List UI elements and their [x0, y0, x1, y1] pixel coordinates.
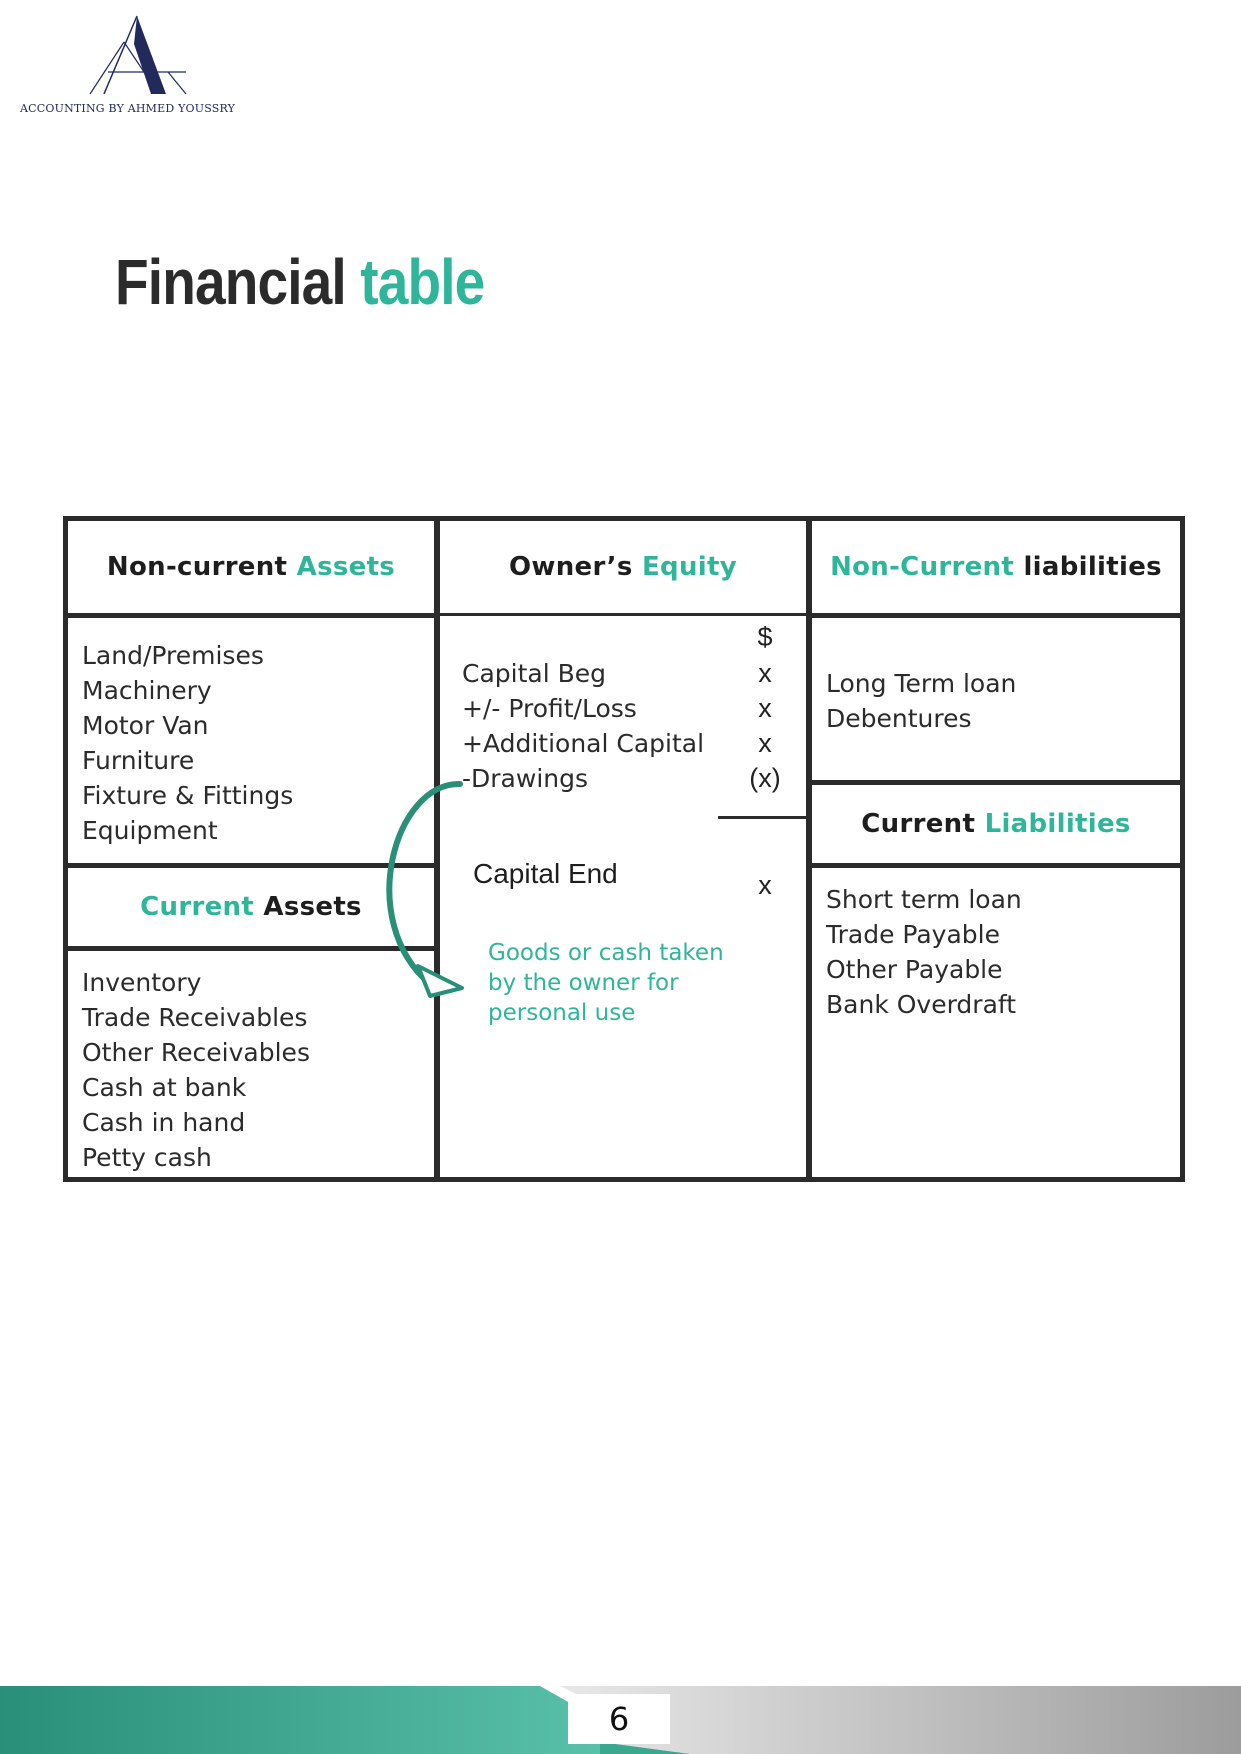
- list-item: Short term loan: [826, 885, 1022, 914]
- equity-label-drawings: -Drawings: [462, 764, 589, 793]
- list-item: Other Payable: [826, 955, 1003, 984]
- currency-symbol: $: [757, 622, 773, 652]
- drawings-note: Goods or cash taken by the owner for personal use: [488, 940, 724, 1026]
- header-text-teal: Non-Current: [830, 552, 1015, 582]
- list-item: Cash at bank: [82, 1073, 247, 1102]
- capital-end-label: Capital End: [473, 858, 618, 889]
- list-item: Petty cash: [82, 1143, 212, 1172]
- curved-arrow-icon: [370, 770, 470, 1010]
- non-current-assets-list: [82, 638, 293, 848]
- brand-logo: [20, 14, 250, 124]
- equity-label-profit-loss: +/- Profit/Loss: [462, 694, 637, 723]
- capital-end-value: x: [758, 870, 772, 900]
- current-liabilities-list: [826, 882, 1022, 1022]
- logo-text: ACCOUNTING BY AHMED YOUSSRY: [20, 102, 236, 115]
- current-assets-list: [82, 965, 310, 1175]
- title-part-teal: table: [360, 246, 485, 318]
- list-item: Bank Overdraft: [826, 990, 1017, 1019]
- list-item: Other Receivables: [82, 1038, 310, 1067]
- page-title: [115, 245, 484, 319]
- equity-value-drawings: (x): [749, 763, 781, 793]
- list-item: Long Term loan: [826, 669, 1017, 698]
- title-part-dark: Financial: [115, 246, 346, 318]
- page-number: 6: [568, 1694, 670, 1744]
- list-item: Machinery: [82, 676, 212, 705]
- header-non-current-assets: [68, 521, 434, 613]
- list-item: Fixture & Fittings: [82, 781, 294, 810]
- list-item: Equipment: [82, 816, 218, 845]
- list-item: Furniture: [82, 746, 195, 775]
- equity-value-additional-capital: x: [758, 728, 772, 758]
- list-item: Inventory: [82, 968, 202, 997]
- current-liabilities-bottom: [806, 863, 1185, 868]
- header-text-dark: Current: [861, 809, 976, 839]
- list-item: Debentures: [826, 704, 972, 733]
- header-text-dark: Assets: [263, 892, 362, 922]
- list-item: Cash in hand: [82, 1108, 246, 1137]
- header-bottom-left: [63, 613, 435, 618]
- non-current-liabilities-list: [826, 666, 1016, 736]
- capital-total-rule: [718, 816, 806, 819]
- header-current-liabilities: [812, 785, 1180, 863]
- equity-value-capital-beg: x: [758, 658, 772, 688]
- table-border-bottom: [63, 1177, 1185, 1182]
- header-text-dark: liabilities: [1023, 552, 1162, 582]
- header-text-teal: Equity: [642, 552, 737, 582]
- header-text-dark: Owner’s: [509, 552, 633, 582]
- header-text-teal: Assets: [296, 552, 396, 582]
- equity-label-additional-capital: +Additional Capital: [462, 729, 705, 758]
- logo-triangle-icon: [82, 14, 192, 100]
- list-item: Land/Premises: [82, 641, 264, 670]
- header-bottom-right: [806, 613, 1185, 618]
- header-non-current-liabilities: [812, 521, 1180, 613]
- header-text-teal: Current: [140, 892, 255, 922]
- equity-value-profit-loss: x: [758, 693, 772, 723]
- header-bottom-middle: [434, 613, 812, 616]
- list-item: Trade Receivables: [82, 1003, 308, 1032]
- list-item: Trade Payable: [826, 920, 1000, 949]
- header-text-dark: Non-current: [106, 552, 288, 582]
- list-item: Motor Van: [82, 711, 209, 740]
- header-text-teal: Liabilities: [984, 809, 1131, 839]
- header-owners-equity: [440, 521, 806, 613]
- equity-label-capital-beg: Capital Beg: [462, 659, 607, 688]
